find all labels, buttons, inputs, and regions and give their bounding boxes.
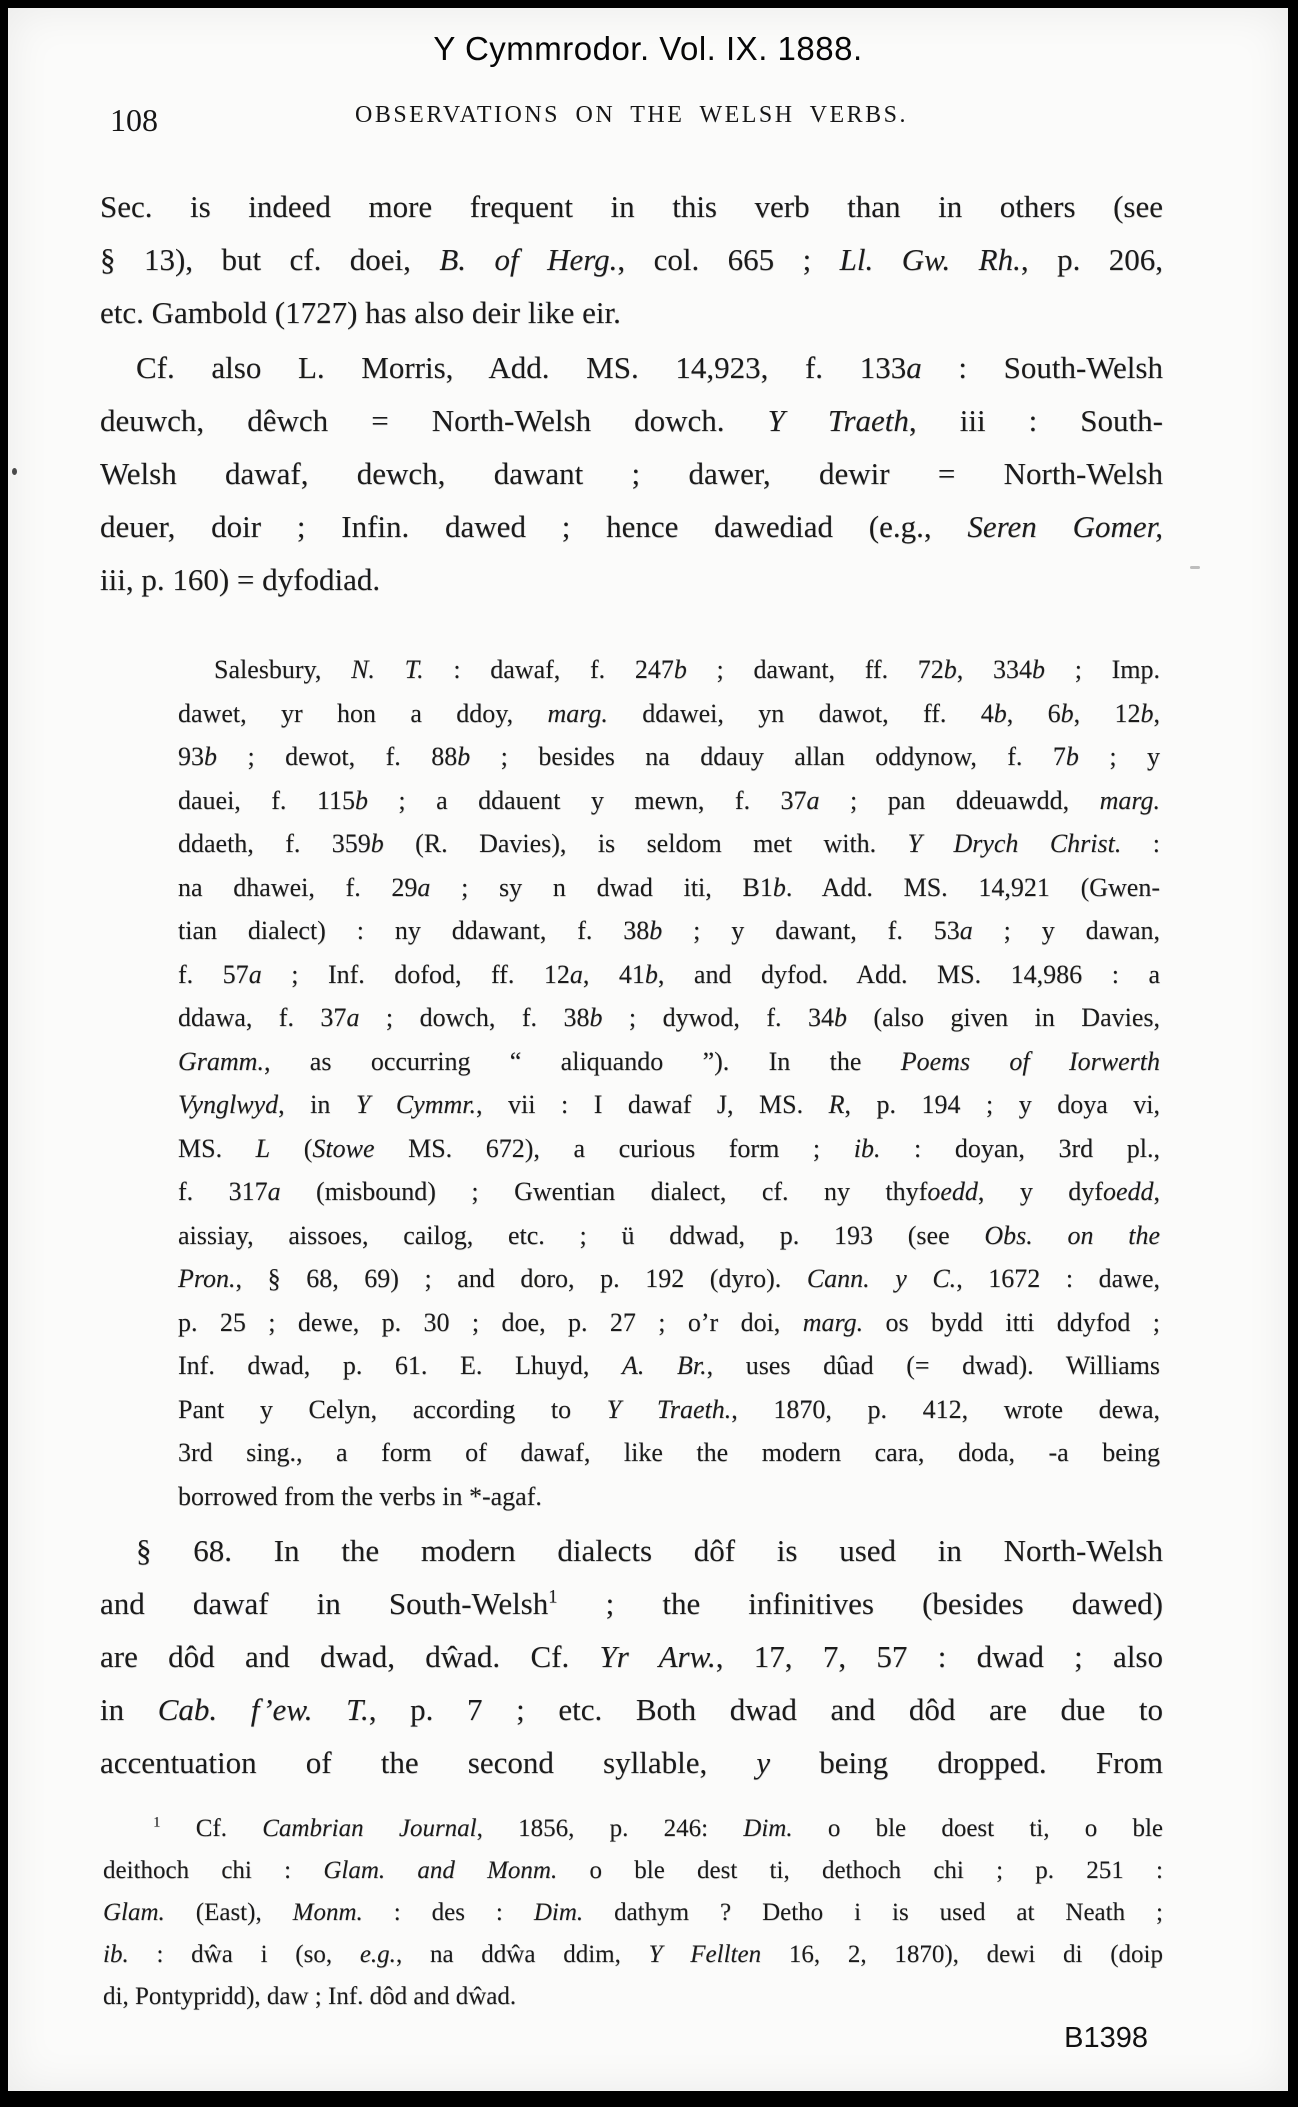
text-line: na dhawei, f. 29a ; sy n dwad iti, B1b. Add. MS. 14,921 (Gwen-: [178, 872, 1160, 902]
text-line: Welsh dawaf, dewch, dawant ; dawer, dewir = North-Welsh: [100, 456, 1163, 491]
excerpt-salesbury-citations: [178, 648, 1160, 1518]
scan-artifact-dot: [12, 468, 17, 475]
text-line: dauei, f. 115b ; a ddauent y mewn, f. 37a ; pan ddeuawdd, marg.: [178, 785, 1161, 815]
text-line: Sec. is indeed more frequent in this verb than in others (see: [100, 189, 1163, 224]
text-line: borrowed from the verbs in *-agaf.: [178, 1481, 542, 1511]
text-line: p. 25 ; dewe, p. 30 ; doe, p. 27 ; o’r doi, marg. os bydd itti ddyfod ;: [178, 1307, 1160, 1337]
footnote-1: [103, 1808, 1163, 2018]
text-line: f. 57a ; Inf. dofod, ff. 12a, 41b, and dyfod. Add. MS. 14,986 : a: [178, 959, 1160, 989]
text-line: Gramm., as occurring “ aliquando ”). In the Poems of Iorwerth: [178, 1046, 1160, 1076]
text-line: dawet, yr hon a ddoy, marg. ddawei, yn dawot, ff. 4b, 6b, 12b,: [178, 698, 1160, 728]
paragraph-sec-frequency: [100, 180, 1163, 339]
text-line: tian dialect) : ny ddawant, f. 38b ; y dawant, f. 53a ; y dawan,: [178, 916, 1160, 945]
text-line: $^1$ Cf. Cambrian Journal, 1856, p. 246: Dim. o ble doest ti, o ble: [153, 1814, 1163, 1842]
text-line: 93b ; dewot, f. 88b ; besides na ddauy allan oddynow, f. 7b ; y: [178, 742, 1160, 771]
page-header: [100, 102, 1163, 142]
catalog-stamp: B1398: [1064, 2022, 1148, 2054]
text-line: iii, p. 160) = dyfodiad.: [100, 562, 381, 597]
text-line: f. 317a (misbound) ; Gwentian dialect, cf. ny thyfoedd, y dyfoedd,: [178, 1177, 1160, 1206]
text-line: ddaeth, f. 359b (R. Davies), is seldom met with. Y Drych Christ. :: [178, 829, 1160, 858]
text-line: ddawa, f. 37a ; dowch, f. 38b ; dywod, f. 34b (also given in Davies,: [178, 1003, 1161, 1032]
scan-artifact-dash: [1190, 566, 1200, 569]
text-line: Vynglwyd, in Y Cymmr., vii : I dawaf J, MS. R, p. 194 ; y doya vi,: [178, 1090, 1160, 1119]
text-line: MS. L (Stowe MS. 672), a curious form ; ib. : doyan, 3rd pl.,: [178, 1133, 1160, 1163]
text-line: Inf. dwad, p. 61. E. Lhuyd, A. Br., uses dûad (= dwad). Williams: [178, 1351, 1160, 1380]
text-line: etc. Gambold (1727) has also deir like eir.: [100, 295, 621, 330]
text-line: § 68. In the modern dialects dôf is used in North-Welsh: [136, 1533, 1163, 1568]
page-number: 108: [110, 102, 158, 138]
text-line: 3rd sing., a form of dawaf, like the modern cara, doda, -a being: [178, 1438, 1160, 1467]
text-line: Pron., § 68, 69) ; and doro, p. 192 (dyro). Cann. y C., 1672 : dawe,: [178, 1264, 1160, 1293]
text-line: and dawaf in South-Welsh$^1$ ; the infinitives (besides dawed): [100, 1586, 1163, 1621]
paragraph-cf-morris: [100, 341, 1163, 606]
text-line: Pant y Celyn, according to Y Traeth., 1870, p. 412, wrote dewa,: [178, 1394, 1161, 1424]
text-line: deuwch, dêwch = North-Welsh dowch. Y Traeth, iii : South-: [100, 403, 1163, 438]
text-line: ib. : dŵa i (so, e.g., na ddŵa ddim, Y Fellten 16, 2, 1870), dewi di (doip: [103, 1941, 1163, 1968]
text-line: aissiay, aissoes, cailog, etc. ; ü ddwad, p. 193 (see Obs. on the: [178, 1220, 1160, 1250]
text-line: Salesbury, N. T. : dawaf, f. 247b ; dawant, ff. 72b, 334b ; Imp.: [214, 655, 1161, 684]
text-line: accentuation of the second syllable, y being dropped. From: [100, 1745, 1163, 1780]
text-line: deuer, doir ; Infin. dawed ; hence dawediad (e.g., Seren Gomer,: [100, 509, 1164, 544]
paragraph-section-68: [100, 1524, 1163, 1789]
text-line: in Cab. f’ew. T., p. 7 ; etc. Both dwad and dôd are due to: [100, 1692, 1163, 1727]
text-line: deithoch chi : Glam. and Monm. o ble dest ti, dethoch chi ; p. 251 :: [103, 1857, 1163, 1884]
text-line: § 13), but cf. doei, B. of Herg., col. 665 ; Ll. Gw. Rh., p. 206,: [100, 242, 1164, 277]
text-line: Glam. (East), Monm. : des : Dim. dathym ? Detho i is used at Neath ;: [103, 1899, 1163, 1926]
text-line: di, Pontypridd), daw ; Inf. dôd and dŵad.: [103, 1983, 517, 2010]
volume-banner: Y Cymmrodor. Vol. IX. 1888.: [433, 30, 863, 67]
page: [8, 8, 1288, 2091]
text-line: are dôd and dwad, dŵad. Cf. Yr Arw., 17, 7, 57 : dwad ; also: [100, 1639, 1163, 1674]
text-line: Cf. also L. Morris, Add. MS. 14,923, f. 133a : South-Welsh: [136, 350, 1163, 385]
running-title: OBSERVATIONS ON THE WELSH VERBS.: [354, 102, 909, 128]
